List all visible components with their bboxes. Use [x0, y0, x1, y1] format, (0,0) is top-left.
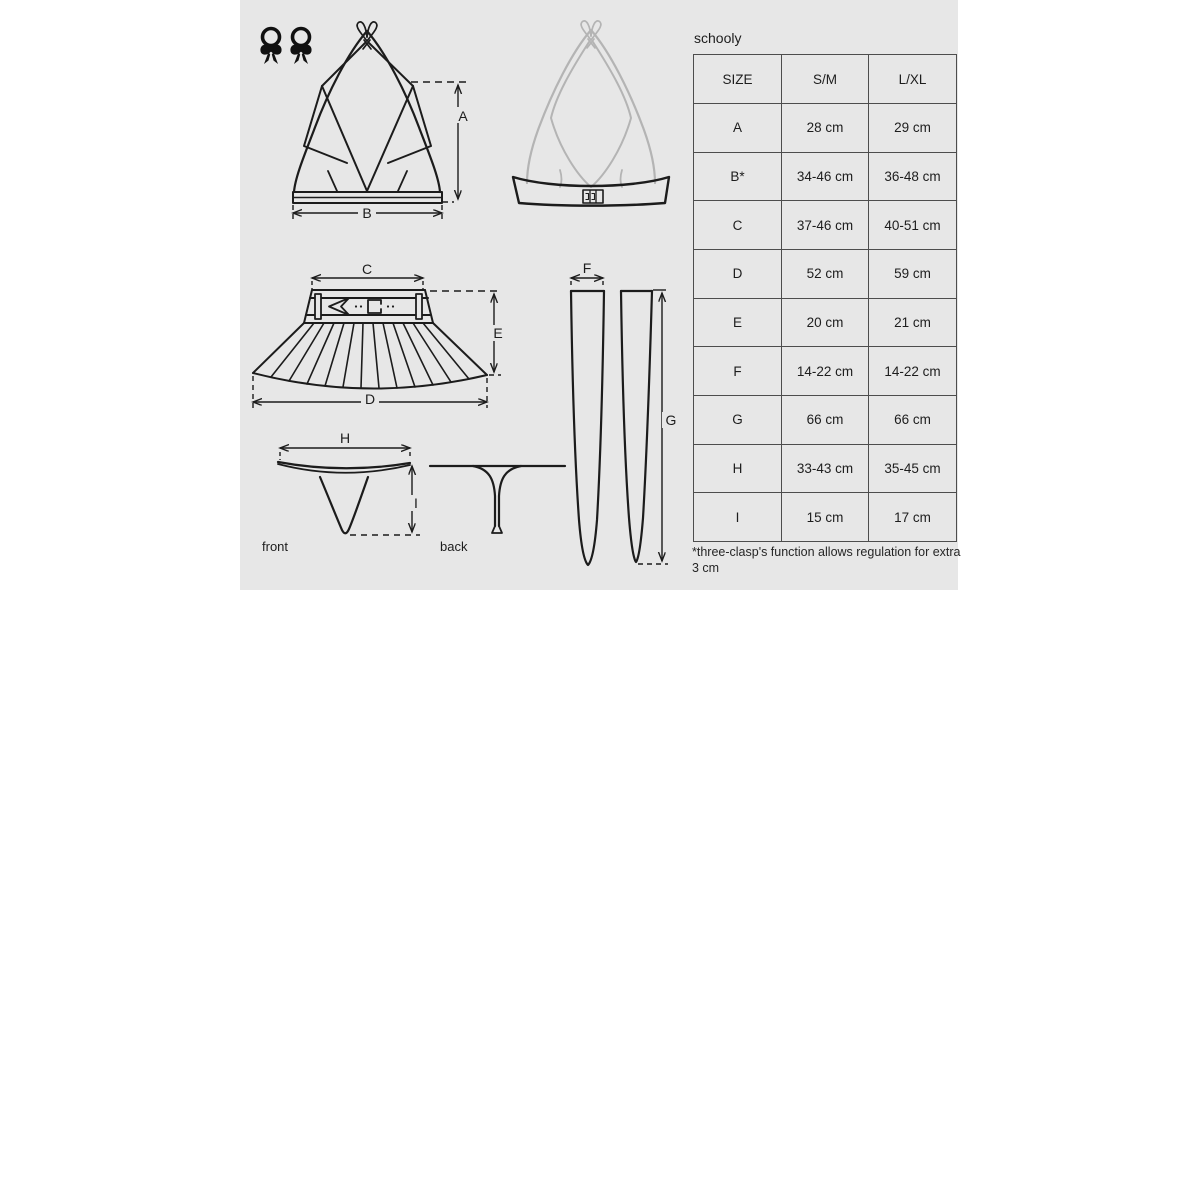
size-table [693, 54, 957, 542]
dim-label-h: H [339, 430, 351, 446]
size-cell: I [694, 493, 782, 542]
chart-title: schooly [694, 30, 742, 46]
sm-cell: 28 cm [782, 104, 869, 153]
table-row [694, 152, 957, 201]
table-row [694, 104, 957, 153]
dim-label-f: F [582, 260, 592, 276]
dimension-f [571, 278, 603, 288]
bow-icon [290, 29, 311, 65]
dim-label-b: B [362, 205, 372, 221]
footnote-line: 3 cm [692, 560, 720, 575]
col-header-sm: S/M [782, 55, 869, 104]
lxl-cell: 21 cm [869, 298, 957, 347]
skirt-drawing [253, 290, 487, 389]
lxl-cell: 35-45 cm [869, 444, 957, 493]
lxl-cell: 66 cm [869, 395, 957, 444]
bow-icon [260, 29, 281, 65]
lxl-cell: 59 cm [869, 249, 957, 298]
bra-front-drawing [293, 22, 442, 203]
table-row [694, 347, 957, 396]
dim-label-i: I [414, 495, 418, 511]
size-cell: A [694, 104, 782, 153]
footnote-line: *three-clasp's function allows regulation for extra [692, 545, 961, 559]
dimension-c [312, 278, 423, 289]
view-label-front: front [262, 539, 289, 554]
lxl-cell: 17 cm [869, 493, 957, 542]
size-cell: F [694, 347, 782, 396]
col-header-size: SIZE [694, 55, 782, 104]
dim-label-g: G [665, 412, 677, 428]
dimension-h [280, 448, 410, 460]
table-row [694, 249, 957, 298]
table-row [694, 444, 957, 493]
size-cell: D [694, 249, 782, 298]
table-row [694, 298, 957, 347]
table-header-row [694, 55, 957, 104]
thong-front-drawing [278, 462, 410, 533]
bra-back-band [513, 177, 669, 206]
size-cell: G [694, 395, 782, 444]
size-cell: B* [694, 152, 782, 201]
col-header-lxl: L/XL [869, 55, 957, 104]
table-row [694, 395, 957, 444]
dimension-a [411, 82, 471, 202]
size-cell: C [694, 201, 782, 250]
footnote [692, 545, 968, 577]
dim-label-a: A [458, 108, 468, 124]
lxl-cell: 40-51 cm [869, 201, 957, 250]
sm-cell: 37-46 cm [782, 201, 869, 250]
sm-cell: 66 cm [782, 395, 869, 444]
size-cell: E [694, 298, 782, 347]
sm-cell: 15 cm [782, 493, 869, 542]
view-label-back: back [440, 539, 468, 554]
dim-label-c: C [361, 261, 373, 277]
thong-back-drawing [430, 466, 565, 533]
sm-cell: 52 cm [782, 249, 869, 298]
lxl-cell: 14-22 cm [869, 347, 957, 396]
lxl-cell: 29 cm [869, 104, 957, 153]
lxl-cell: 36-48 cm [869, 152, 957, 201]
stockings-drawing [571, 291, 652, 565]
dim-label-d: D [364, 391, 376, 407]
sm-cell: 34-46 cm [782, 152, 869, 201]
dim-label-e: E [493, 325, 503, 341]
bra-back-drawing [527, 21, 655, 187]
table-row [694, 201, 957, 250]
size-cell: H [694, 444, 782, 493]
table-row [694, 493, 957, 542]
sm-cell: 14-22 cm [782, 347, 869, 396]
size-chart-panel [240, 0, 961, 590]
sm-cell: 20 cm [782, 298, 869, 347]
sm-cell: 33-43 cm [782, 444, 869, 493]
